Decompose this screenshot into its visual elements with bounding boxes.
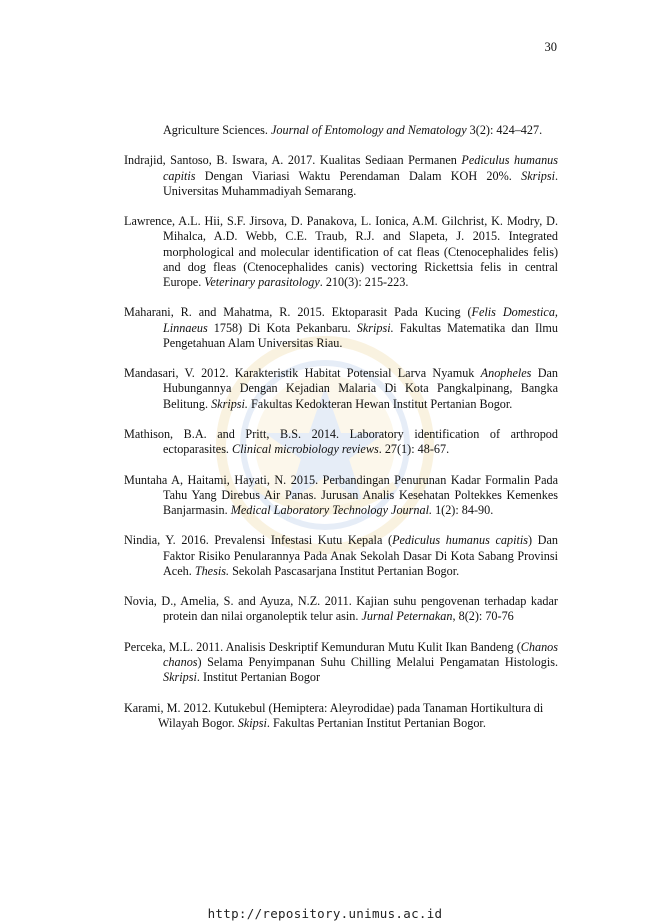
reference-text: Maharani, R. and Mahatma, R. 2015. Ektoparasit Pada Kucing ( [124,305,472,320]
reference-entry-nindia [124,533,558,579]
reference-italic-text: Skripsi [163,670,197,685]
reference-italic-text: Anopheles [480,366,532,381]
page-number: 30 [544,40,557,54]
reference-italic-text: Pediculus humanus capitis [392,533,528,548]
reference-italic-text: Skripsi. [211,396,248,411]
reference-entry-mandasari [124,366,558,412]
reference-entry-lawrence [124,214,558,290]
reference-text: Sekolah Pascasarjana Institut Pertanian Bogor. [229,563,460,578]
reference-italic-text: Medical Laboratory Technology Journal. [230,502,433,517]
reference-text: Muntaha A, Haitami, Hayati, N. 2015. Perbandingan Penurunan Kadar Formalin Pada Tahu Yang Direbus Air Panas. Jurusan Analis Kesehatan Poltekkes Kemenkes Banjarmasin. [124,472,558,517]
reference-text: Nindia, Y. 2016. Prevalensi Infestasi Kutu Kepala ( [124,533,393,548]
reference-text: Fakultas Kedokteran Hewan Institut Pertanian Bogor. [247,396,513,411]
reference-entry-karami [124,701,558,731]
reference-text: Mandasari, V. 2012. Karakteristik Habitat Potensial Larva Nyamuk [124,366,481,381]
reference-italic-text: Veterinary parasitology [204,275,320,289]
reference-entry-mathison [124,427,558,457]
reference-italic-text: Thesis. [194,563,230,578]
reference-italic-text: Felis Domestica, Linnaeus [163,305,558,335]
reference-entry-agriculture-sciences [124,123,558,138]
reference-text: Perceka, M.L. 2011. Analisis Deskriptif Kemunduran Mutu Kulit Ikan Bandeng ( [124,639,521,654]
reference-entry-perceka [124,640,558,686]
reference-list [124,123,558,746]
reference-text: . 210(3): 215-223. [319,275,409,289]
reference-entry-indrajid [124,153,558,199]
reference-text: Lawrence, A.L. Hii, S.F. Jirsova, D. Panakova, L. Ionica, A.M. Gilchrist, K. Modry, D. Mihalca, A.D. Webb, C.E. Traub, R.J. and Slapeta, J. 2015. Integrated morphological and molecular identification of cat fleas (Ctenocephalides felis) and dog fleas (Ctenocephalides canis) vectoring Rickettsia felis in central Europe. [124,214,558,289]
reference-text: ) Dan Faktor Risiko Penularannya Pada Anak Sekolah Dasar Di Kota Sabang Provinsi Aceh. [163,533,558,578]
reference-text: 3(2): 424–427. [469,123,543,137]
reference-text: Dengan Viariasi Waktu Perendaman Dalam KOH 20%. [195,168,522,183]
reference-italic-text: Skripsi [521,168,555,183]
reference-text: Indrajid, Santoso, B. Iswara, A. 2017. Kualitas Sediaan Permanen [124,153,462,168]
reference-text: . Universitas Muhammadiyah Semarang. [163,168,558,198]
footer-repository-url: http://repository.unimus.ac.id [207,906,443,921]
reference-text: Novia, D., Amelia, S. and Ayuza, N.Z. 2011. Kajian suhu pengovenan terhadap kadar protein dan nilai organoleptik telur asin. [124,594,558,624]
reference-text: ) Selama Penyimpanan Suhu Chilling Melalui Pengamatan Histologis. [197,654,558,669]
reference-text: Agriculture Sciences. [163,123,271,137]
reference-entry-maharani [124,305,558,351]
reference-italic-text: Chanos chanos [163,639,558,669]
reference-italic-text: Skipsi [237,715,267,730]
reference-text: Fakultas Matematika dan Ilmu Pengetahuan Alam Universitas Riau. [163,320,558,350]
reference-text: Dan Hubungannya Dengan Kejadian Malaria Di Kota Pangkalpinang, Bangka Belitung. [163,366,559,411]
reference-text: 1(2): 84-90. [432,502,494,517]
reference-text: Mathison, B.A. and Pritt, B.S. 2014. Laboratory identification of arthropod ectoparasites. [124,426,558,457]
reference-entry-muntaha [124,473,558,519]
reference-text: , 8(2): 70-76 [452,609,514,624]
reference-text: . Institut Pertanian Bogor [196,670,321,685]
reference-text: Karami, M. 2012. Kutukebul (Hemiptera: Aleyrodidae) pada Tanaman Hortikultura di Wilayah Bogor. [124,700,544,730]
reference-italic-text: Jurnal Peternakan [361,609,453,624]
reference-text: . 27(1): 48-67. [378,442,450,457]
reference-italic-text: Clinical microbiology reviews [232,442,379,457]
reference-text: . Fakultas Pertanian Institut Pertanian Bogor. [266,715,486,730]
reference-entry-novia [124,594,558,624]
reference-italic-text: Pediculus humanus capitis [163,153,559,183]
reference-italic-text: Journal of Entomology and Nematology [270,123,470,137]
reference-italic-text: Skripsi. [356,320,394,335]
reference-text: 1758) Di Kota Pekanbaru. [207,320,357,335]
